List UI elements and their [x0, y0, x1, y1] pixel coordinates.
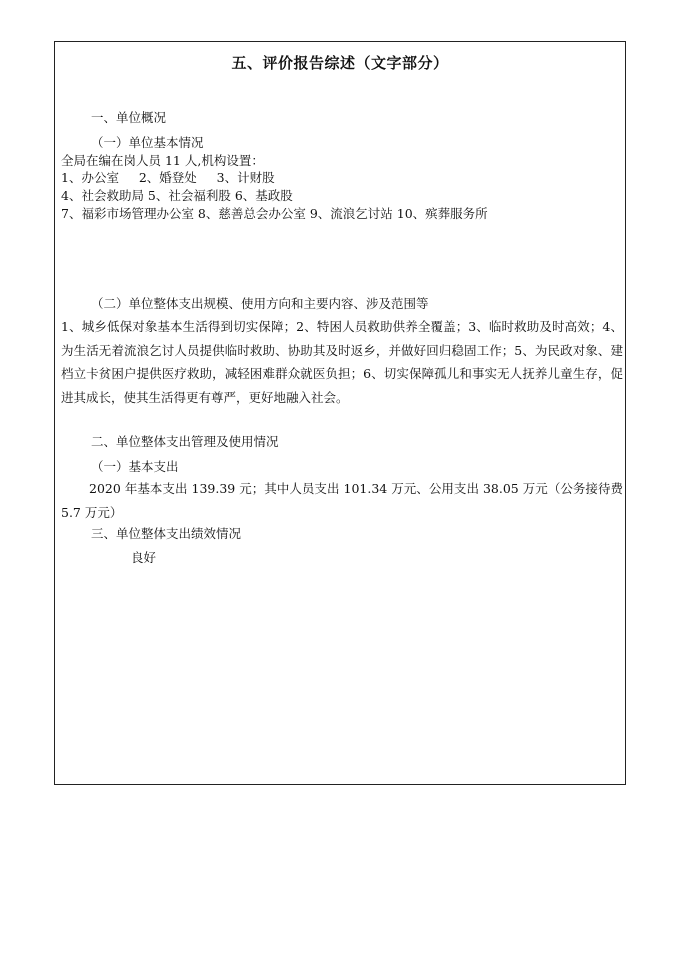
expense-paragraph: 2020 年基本支出 139.39 元；其中人员支出 101.34 万元、公用支出 38.05 万元（公务接待费 5.7 万元） — [61, 481, 623, 520]
sub2-paragraph: 1、城乡低保对象基本生活得到切实保障；2、特困人员救助供养全覆盖；3、临时救助及时高效；4、为生活无着流浪乞讨人员提供临时救助、协助其及时返乡，并做好回归稳固工作；5、为民政对象、建档立卡贫困户提供医疗救助，减轻困难群众就医负担；6、切实保障孤儿和事实无人抚养儿童生存，促进其成长，使其生活得更有尊严，更好地融入社会。 — [61, 319, 623, 405]
section2-heading: 二、单位整体支出管理及使用情况 — [91, 434, 279, 449]
org-line-1: 1、办公室 2、婚登处 3、计财股 — [61, 170, 275, 185]
section3-heading: 三、单位整体支出绩效情况 — [91, 526, 242, 541]
performance-text: 良好 — [131, 550, 157, 565]
org-line-2: 4、社会救助局 5、社会福利股 6、基政股 — [61, 188, 293, 203]
report-title: 五、评价报告综述（文字部分） — [231, 54, 449, 72]
sub1-heading: （一）单位基本情况 — [91, 135, 204, 150]
basic-expense-heading: （一）基本支出 — [91, 459, 179, 474]
report-frame — [54, 41, 626, 785]
staff-line: 全局在编在岗人员 11 人,机构设置： — [61, 153, 264, 168]
section1-heading: 一、单位概况 — [91, 110, 167, 125]
sub2-heading: （二）单位整体支出规模、使用方向和主要内容、涉及范围等 — [91, 296, 429, 311]
org-line-3: 7、福彩市场管理办公室 8、慈善总会办公室 9、流浪乞讨站 10、殡葬服务所 — [61, 206, 488, 221]
